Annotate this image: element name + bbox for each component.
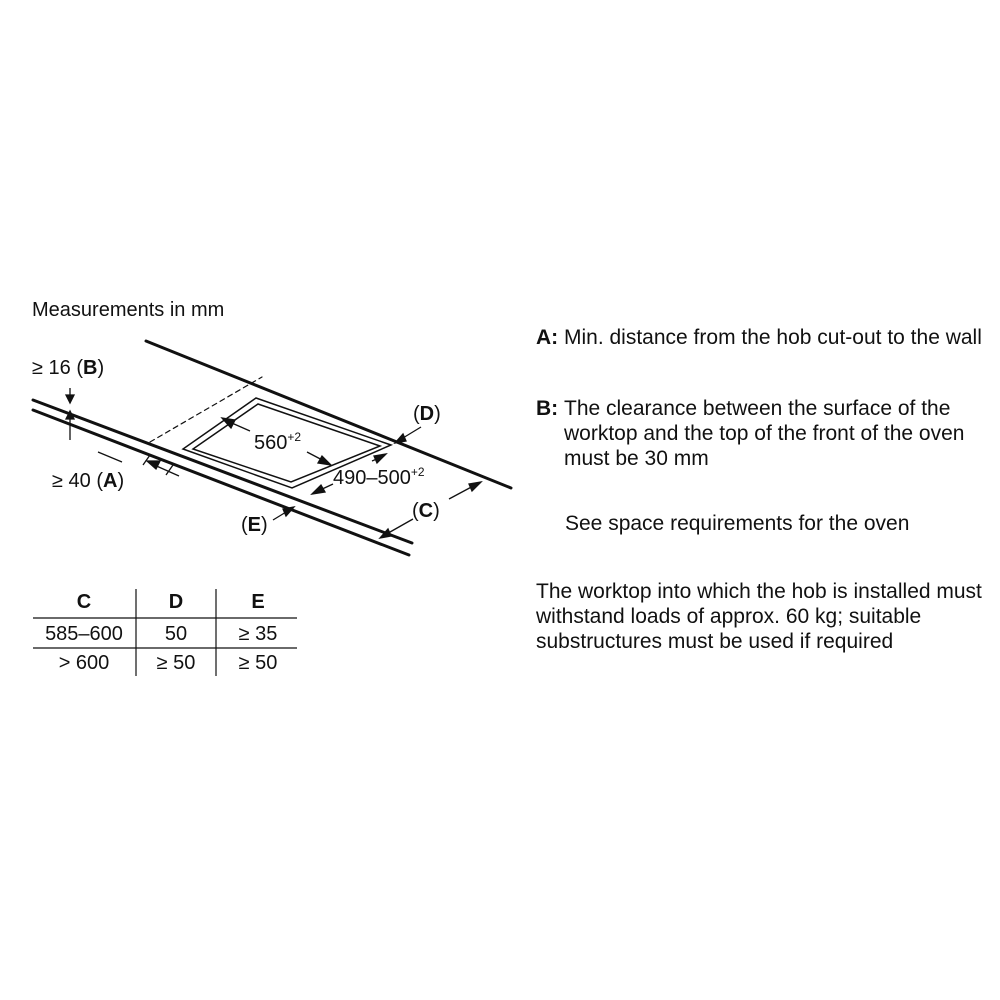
label-a: ≥ 40 (A) (52, 470, 125, 492)
legend-a (536, 325, 986, 350)
table-cell: ≥ 50 (238, 652, 278, 674)
width-dimension-label: $560^{+2}$ (254, 430, 302, 454)
table-header-d: D (168, 591, 184, 613)
legend-b-key: B: (536, 397, 559, 420)
table-cell: ≥ 50 (156, 652, 196, 674)
oven-space-note: See space requirements for the oven (565, 512, 910, 535)
legend-b (536, 396, 986, 471)
label-d: (D) (413, 403, 441, 425)
legend-a-text: Min. distance from the hob cut-out to the wall (564, 326, 982, 349)
table-cell: > 600 (58, 652, 110, 674)
label-e: (E) (241, 514, 268, 536)
table-cell: 585–600 (45, 623, 123, 645)
clearance-table (33, 589, 297, 676)
legend-a-key: A: (536, 326, 559, 349)
label-b: ≥ 16 (B) (32, 357, 105, 379)
table-cell: 50 (164, 623, 188, 645)
worktop-back-edge (146, 341, 511, 488)
worktop-load-info: The worktop into which the hob is installed must withstand loads of approx. 60 kg; suitable substructures must be used if required (536, 580, 982, 653)
e-dimension (273, 507, 294, 520)
table-cell: ≥ 35 (238, 623, 278, 645)
table-header-e: E (251, 591, 265, 613)
d-dimension (395, 427, 421, 443)
measurements-heading: Measurements in mm (32, 299, 225, 321)
table-header-c: C (76, 591, 92, 613)
label-c: (C) (412, 500, 440, 522)
legend-b-text: The clearance between the surface of the worktop and the top of the front of the oven must be 30 mm (564, 397, 965, 470)
depth-dimension-label: $490-500^{+2}$ (333, 465, 425, 489)
